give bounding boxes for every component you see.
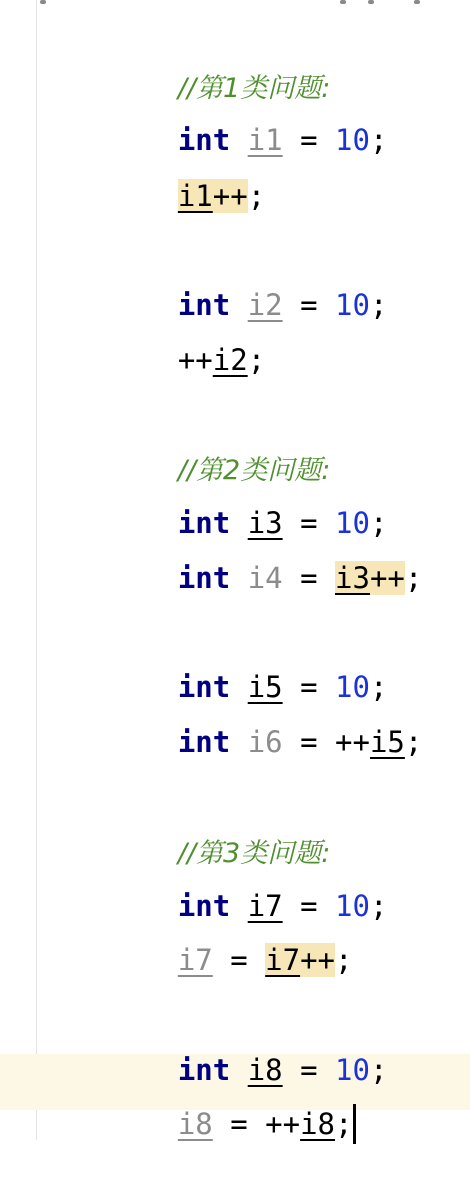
operator-assign: = [300, 506, 318, 540]
highlighted-expression[interactable] [335, 561, 405, 595]
variable-i6[interactable]: i6 [247, 725, 283, 759]
code-line-i1-decl[interactable] [108, 80, 388, 157]
keyword-int: int [177, 889, 231, 923]
code-line-i1-increment[interactable] [108, 136, 266, 213]
code-line-comment-2[interactable] [108, 409, 331, 486]
variable-i2[interactable]: i2 [212, 343, 248, 377]
semicolon: ; [404, 561, 423, 595]
operator-assign: = [300, 725, 318, 759]
code-line-i2-decl[interactable] [108, 245, 388, 322]
number-literal: 10 [335, 506, 370, 540]
operator-prefix-increment: ++ [265, 1107, 301, 1141]
variable-i8[interactable]: i8 [300, 1107, 336, 1141]
semicolon: ; [369, 288, 388, 322]
clipped-top-line [40, 0, 460, 8]
variable-i5[interactable]: i5 [369, 725, 405, 759]
semicolon: ; [369, 670, 388, 704]
variable-i1[interactable]: i1 [177, 179, 213, 213]
text-caret [353, 1104, 356, 1144]
number-literal: 10 [335, 670, 370, 704]
variable-i7[interactable]: i7 [265, 943, 301, 977]
keyword-int: int [177, 561, 231, 595]
comment: //第2类问题: [177, 455, 331, 486]
comment: //第1类问题: [177, 73, 331, 104]
operator-assign: = [300, 561, 318, 595]
semicolon: ; [369, 889, 388, 923]
keyword-int: int [177, 725, 231, 759]
highlighted-expression[interactable] [178, 179, 248, 213]
number-literal: 10 [335, 288, 370, 322]
number-literal: 10 [335, 889, 370, 923]
variable-i1[interactable]: i1 [247, 123, 283, 157]
operator-assign: = [300, 288, 318, 322]
code-line-i6-decl[interactable] [108, 682, 423, 759]
variable-i5[interactable]: i5 [247, 670, 283, 704]
keyword-int: int [177, 670, 231, 704]
keyword-int: int [177, 1053, 231, 1087]
keyword-int: int [177, 506, 231, 540]
semicolon: ; [335, 943, 353, 977]
number-literal: 10 [335, 123, 370, 157]
variable-i3[interactable]: i3 [247, 506, 283, 540]
operator-postfix-increment: ++ [300, 943, 336, 977]
code-line-i4-decl[interactable] [108, 518, 423, 595]
operator-prefix-increment: ++ [177, 343, 213, 377]
operator-assign: = [300, 123, 318, 157]
operator-assign: = [230, 1107, 248, 1141]
code-line-i7-assign[interactable] [108, 900, 353, 977]
variable-i4[interactable]: i4 [247, 561, 283, 595]
semicolon: ; [369, 1053, 388, 1087]
code-line-i3-decl[interactable] [108, 463, 388, 540]
code-line-i5-decl[interactable] [108, 627, 388, 704]
code-line-i7-decl[interactable] [108, 846, 388, 923]
highlighted-expression[interactable] [265, 943, 335, 977]
keyword-int: int [177, 288, 231, 322]
operator-assign: = [230, 943, 248, 977]
code-line-comment-3[interactable] [108, 792, 331, 869]
semicolon: ; [369, 123, 388, 157]
semicolon: ; [335, 1107, 353, 1141]
variable-i8[interactable]: i8 [247, 1053, 283, 1087]
code-line-i2-increment[interactable] [108, 300, 266, 377]
editor-gutter-divider [36, 0, 37, 1140]
variable-i3[interactable]: i3 [335, 561, 370, 595]
operator-assign: = [300, 1053, 318, 1087]
semicolon: ; [369, 506, 388, 540]
code-line-i8-assign[interactable] [108, 1064, 356, 1141]
semicolon: ; [247, 179, 266, 213]
variable-i2[interactable]: i2 [247, 288, 283, 322]
variable-i8[interactable]: i8 [177, 1107, 213, 1141]
variable-i7[interactable]: i7 [247, 889, 283, 923]
comment: //第3类问题: [177, 838, 331, 869]
variable-i7[interactable]: i7 [177, 943, 213, 977]
operator-assign: = [300, 889, 318, 923]
operator-assign: = [300, 670, 318, 704]
code-line-i8-decl[interactable] [108, 1010, 388, 1087]
operator-prefix-increment: ++ [335, 725, 370, 759]
operator-postfix-increment: ++ [369, 561, 405, 595]
keyword-int: int [177, 123, 231, 157]
semicolon: ; [404, 725, 423, 759]
code-line-comment-1[interactable] [108, 27, 331, 104]
semicolon: ; [247, 343, 266, 377]
number-literal: 10 [335, 1053, 370, 1087]
operator-postfix-increment: ++ [212, 179, 248, 213]
